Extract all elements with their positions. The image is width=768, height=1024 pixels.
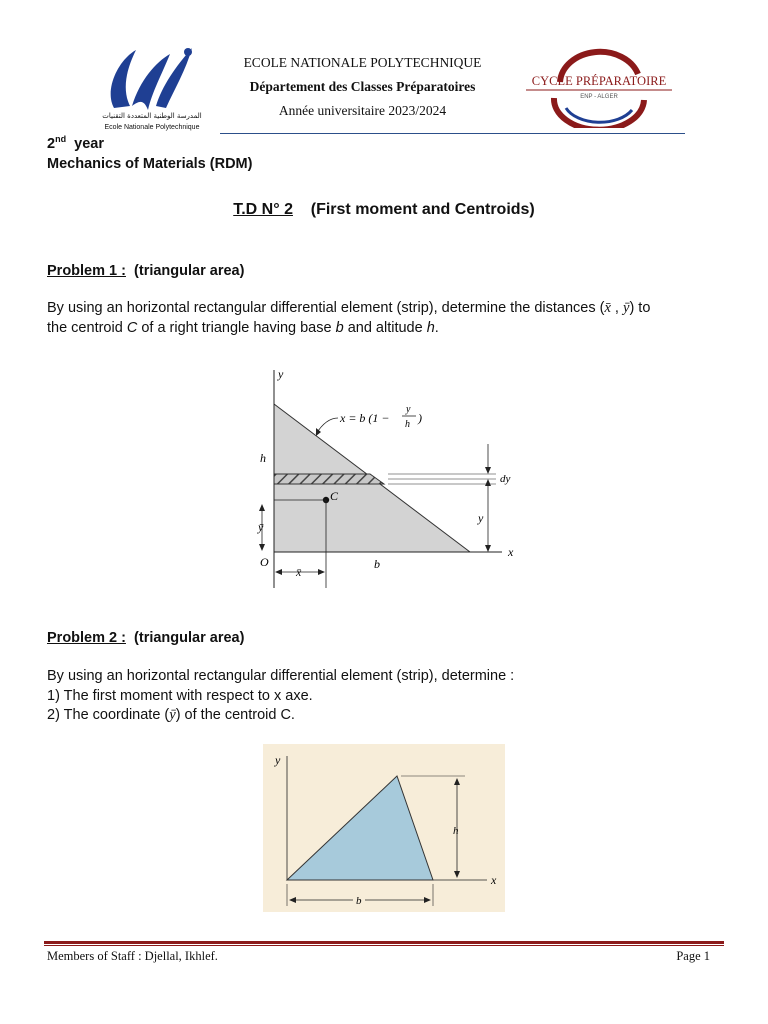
fig1-b-label: b <box>374 557 380 571</box>
footer-staff: Members of Staff : Djellal, Ikhlef. <box>47 949 218 963</box>
fig1-c-label: C <box>330 489 339 503</box>
fig2-x-axis-label: x <box>491 873 497 887</box>
year-label <box>47 134 104 152</box>
xbar-arrow-left <box>275 569 282 575</box>
footer-page-number: Page 1 <box>676 949 710 963</box>
course-title: Mechanics of Materials (RDM) <box>47 156 253 172</box>
year-number: 2 <box>47 135 56 152</box>
enp-logo-icon <box>96 40 208 136</box>
cycle-logo <box>520 48 678 128</box>
cycle-logo-subtitle: ENP - ALGER <box>580 94 618 100</box>
problem1-label: Problem 1 : <box>47 263 126 279</box>
fig1-x-axis-label: x <box>508 545 514 559</box>
problem2-line1: By using an horizontal rectangular differential element (strip), determine : <box>47 668 515 684</box>
base-b: b <box>335 319 344 336</box>
problem1-comma: , <box>610 300 623 316</box>
altitude-h: h <box>426 319 435 336</box>
cycle-logo-title: CYCLE PRÉPARATOIRE <box>531 74 667 88</box>
fig1-y-axis-label: y <box>278 367 284 381</box>
problem1-text-d: of a right triangle having base <box>137 319 336 336</box>
year-suffix: nd <box>55 134 67 144</box>
fig1-equation-right: ) <box>418 411 422 425</box>
problem2-label: Problem 2 : <box>47 630 126 646</box>
problem1-heading <box>47 262 244 282</box>
problem2-figure <box>263 744 505 912</box>
ybar-arrow-down <box>259 544 265 551</box>
xbar-arrow-right <box>318 569 325 575</box>
ybar-arrow-up <box>259 504 265 511</box>
problem2-line3 <box>47 706 727 726</box>
problem1-text-e: and altitude <box>343 319 427 336</box>
fig1-y-label: y <box>478 511 484 525</box>
equation-leader-arrow <box>316 428 321 436</box>
y-arrow-down <box>485 545 491 552</box>
problem1-text-f: . <box>434 319 439 336</box>
problem1-statement <box>47 299 727 338</box>
fig2-y-axis-label: y <box>275 753 281 767</box>
problem2-line3-a: 2) The coordinate ( <box>47 707 170 723</box>
problem2-line2: 1) The first moment with respect to x axe. <box>47 687 313 704</box>
dy-arrow-down <box>485 467 491 474</box>
fig1-origin-label: O <box>260 555 269 569</box>
centroid-c: C <box>126 319 138 336</box>
school-logo <box>96 40 208 136</box>
problem2-statement <box>47 667 727 726</box>
fig1-h-label: h <box>260 451 266 465</box>
fig2-h-label: h <box>453 825 459 837</box>
fig1-equation-num: y <box>406 404 411 415</box>
fig1-xbar-label: x̄ <box>296 565 302 579</box>
ybar-symbol: ȳ <box>623 300 630 316</box>
td-title <box>0 201 768 219</box>
td-label: T.D N° 2 <box>233 201 293 218</box>
footer-divider <box>44 941 724 944</box>
department-name: Département des Classes Préparatoires <box>249 79 476 94</box>
academic-year: Année universitaire 2023/2024 <box>278 103 447 118</box>
fig1-ybar-label: ȳ <box>258 520 264 534</box>
year-word: year <box>74 135 104 152</box>
fig1-equation-den: h <box>405 419 410 430</box>
problem1-text-a: By using an horizontal rectangular differential element (strip), determine the distances ( <box>47 300 605 316</box>
td-subtitle: (First moment and Centroids) <box>310 201 535 218</box>
logo-latin-name: Ecole Nationale Polytechnique <box>104 124 200 131</box>
problem1-figure <box>240 362 530 592</box>
logo-arabic-name: المدرسة الوطنية المتعددة التقنيات <box>102 112 202 120</box>
problem2-tag: (triangular area) <box>134 630 245 646</box>
problem2-line3-c: ) of the centroid C. <box>175 707 295 723</box>
y-arrow-up <box>485 479 491 486</box>
fig2-b-label: b <box>356 895 362 907</box>
problem2-ybar: ȳ <box>169 707 176 723</box>
problem1-text-c: the centroid <box>47 319 127 336</box>
fig1-equation-left: x = b (1 − <box>340 411 390 425</box>
problem1-tag: (triangular area) <box>134 263 245 279</box>
differential-strip <box>274 474 384 484</box>
school-name: ECOLE NATIONALE POLYTECHNIQUE <box>243 55 482 70</box>
fig1-dy-label: dy <box>500 473 511 485</box>
problem1-text-b: ) to <box>629 300 651 316</box>
xbar-symbol: x̄ <box>604 300 611 316</box>
header-divider <box>220 133 685 134</box>
footer-divider-thin <box>44 945 724 946</box>
problem2-heading <box>47 629 244 649</box>
